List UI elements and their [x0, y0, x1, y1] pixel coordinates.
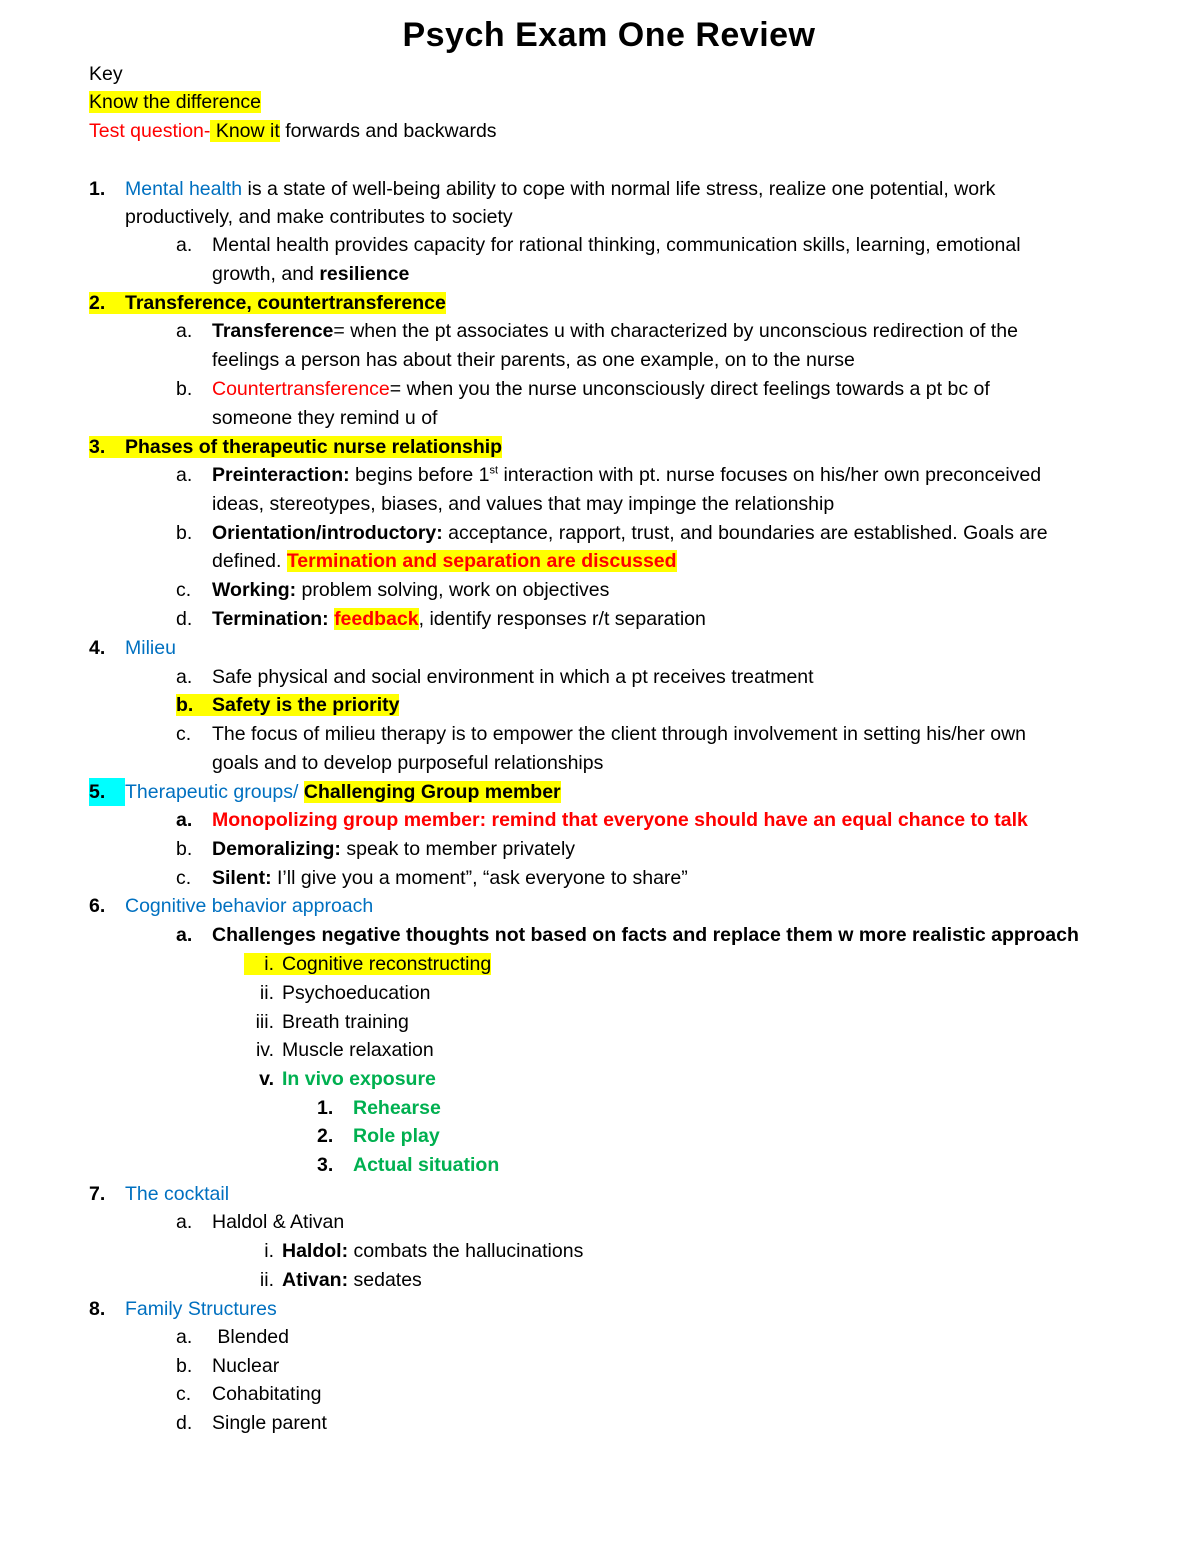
page-title: Psych Exam One Review [402, 16, 816, 54]
list-item [176, 1323, 289, 1351]
section-6-v2-line [317, 1122, 440, 1150]
roman-numeral: v. [259, 1068, 274, 1090]
section-3a-text-a: begins before 1 [349, 464, 490, 486]
key-test-suffix: forwards and backwards [279, 120, 497, 142]
term-demoralizing: Demoralizing: [212, 838, 341, 860]
section-5a-text: Monopolizing group member: remind that everyone should have an equal chance to talk [212, 809, 1028, 831]
list-letter: b. [176, 522, 193, 544]
section-1-line-1 [89, 175, 995, 203]
section-2b-text: = when you the nurse unconsciously direct feelings towards a pt bc of [389, 378, 990, 400]
safety-priority-highlight [176, 694, 399, 716]
term-orientation: Orientation/introductory: [212, 522, 443, 544]
term-countertransference: Countertransference [212, 378, 390, 400]
list-letter: a. [176, 809, 193, 831]
section-4a-line [176, 663, 814, 691]
list-letter: b. [176, 1355, 193, 1377]
list-letter: c. [176, 579, 192, 601]
cognitive-reconstructing-highlight [244, 953, 491, 975]
list-letter: d. [176, 1412, 193, 1434]
section-3-title: Phases of therapeutic nurse relationship [125, 436, 503, 458]
section-2a-text: = when the pt associates u with characterized by unconscious redirection of the [333, 320, 1018, 342]
roman-numeral: ii. [259, 982, 274, 1004]
section-1-line-2: productively, and make contributes to society [125, 206, 513, 228]
term-haldol: Haldol: [282, 1240, 349, 1262]
section-4c-line-2: goals and to develop purposeful relationships [212, 752, 604, 774]
term-resilience: resilience [319, 263, 410, 285]
list-letter: b. [176, 378, 193, 400]
section-6-v1-text: Rehearse [353, 1097, 441, 1119]
section-7-heading [89, 1180, 229, 1208]
family-structure-text: Blended [212, 1326, 289, 1348]
term-ativan: Ativan: [282, 1269, 349, 1291]
section-1a-line-1 [176, 231, 1021, 259]
section-5b-text: speak to member privately [340, 838, 576, 860]
list-letter: a. [176, 1326, 193, 1348]
term-preinteraction: Preinteraction: [212, 464, 350, 486]
section-6-heading [89, 892, 373, 920]
family-structure-text: Nuclear [212, 1355, 280, 1377]
roman-numeral: iii. [255, 1011, 274, 1033]
section-3-heading [89, 433, 502, 461]
section-2a-line-1 [176, 317, 1018, 345]
list-number: 2. [89, 292, 106, 314]
feedback-highlight: feedback [334, 608, 419, 630]
list-letter: b. [176, 838, 193, 860]
list-letter: a. [176, 234, 193, 256]
list-item [176, 1380, 322, 1408]
section-7-ii-text: sedates [348, 1269, 422, 1291]
section-8-heading [89, 1295, 277, 1323]
section-7-i-line [244, 1237, 583, 1265]
section-3d-line [176, 605, 706, 633]
termination-discussed-highlight: Termination and separation are discussed [286, 550, 677, 572]
list-number: 3. [89, 436, 106, 458]
list-number: 4. [89, 637, 106, 659]
term-working: Working: [212, 579, 297, 601]
key-difference-text: Know the difference [89, 91, 262, 113]
term-termination: Termination: [212, 608, 329, 630]
section-6-v1-line [317, 1094, 441, 1122]
term-mental-health: Mental health [125, 178, 243, 200]
list-letter: b. [176, 694, 194, 716]
section-2a-line-2: feelings a person has about their parents, as one example, on to the nurse [212, 349, 855, 371]
section-7-title: The cocktail [125, 1183, 230, 1205]
section-5a-line [176, 806, 1028, 834]
challenging-member-highlight: Challenging Group member [303, 781, 561, 803]
family-structure-text: Single parent [212, 1412, 327, 1434]
list-number: 3. [317, 1154, 334, 1176]
list-letter: a. [176, 924, 193, 946]
section-4-title: Milieu [125, 637, 176, 659]
section-6-v-line [244, 1065, 436, 1093]
section-2-heading-highlight [89, 292, 446, 314]
section-7a-line [176, 1208, 344, 1236]
roman-numeral: i. [264, 1240, 274, 1262]
section-4a-text: Safe physical and social environment in which a pt receives treatment [212, 666, 814, 688]
section-6-iv-line [244, 1036, 434, 1064]
list-number: 6. [89, 895, 106, 917]
section-3a-text-b: interaction with pt. nurse focuses on his/her own preconceived [498, 464, 1042, 486]
section-6-iii-text: Breath training [282, 1011, 409, 1033]
family-structure-text: Cohabitating [212, 1383, 322, 1405]
list-letter: c. [176, 1383, 192, 1405]
section-6-v2-text: Role play [353, 1125, 440, 1147]
list-letter: a. [176, 666, 193, 688]
section-6-i-text: Cognitive reconstructing [282, 953, 492, 975]
list-number: 1. [89, 178, 106, 200]
section-6a-text: Challenges negative thoughts not based on facts and replace them w more realistic approach [212, 924, 1079, 946]
list-number: 7. [89, 1183, 106, 1205]
section-3b-line-1 [176, 519, 1048, 547]
section-4b-text: Safety is the priority [212, 694, 400, 716]
key-line-difference [89, 88, 261, 116]
section-2-title: Transference, countertransference [125, 292, 446, 314]
list-letter: a. [176, 1211, 193, 1233]
list-item [176, 1409, 327, 1437]
section-6-title: Cognitive behavior approach [125, 895, 374, 917]
section-5-title: Therapeutic groups/ [125, 781, 299, 803]
section-3a-line-2: ideas, stereotypes, biases, and values that may impinge the relationship [212, 493, 835, 515]
list-letter: d. [176, 608, 193, 630]
section-7-i-text: combats the hallucinations [348, 1240, 584, 1262]
list-number: 1. [317, 1097, 334, 1119]
roman-numeral: iv. [255, 1039, 274, 1061]
list-item [176, 1352, 279, 1380]
section-6-ii-line [244, 979, 431, 1007]
section-1a-text: Mental health provides capacity for rational thinking, communication skills, learning, emotional [212, 234, 1021, 256]
section-7a-text: Haldol & Ativan [212, 1211, 345, 1233]
section-3a-line-1 [176, 461, 1041, 489]
section-1a-line-2 [212, 260, 409, 288]
section-3d-text: , identify responses r/t separation [418, 608, 706, 630]
list-letter: a. [176, 464, 193, 486]
section-4-heading [89, 634, 176, 662]
term-silent: Silent: [212, 867, 272, 889]
section-6-v3-line [317, 1151, 499, 1179]
section-2b-line-2: someone they remind u of [212, 407, 438, 429]
list-number: 8. [89, 1298, 106, 1320]
section-2b-line-1 [176, 375, 990, 403]
section-6-i-line [244, 950, 491, 978]
section-6-iii-line [244, 1008, 409, 1036]
list-letter: c. [176, 867, 192, 889]
section-6-v-text: In vivo exposure [282, 1068, 436, 1090]
section-6-iv-text: Muscle relaxation [282, 1039, 434, 1061]
section-3b-line-2 [212, 547, 677, 575]
section-5c-text: I’ll give you a moment”, “ask everyone to share” [271, 867, 688, 889]
key-label: Key [89, 63, 123, 85]
section-5b-line [176, 835, 575, 863]
section-5-heading [89, 778, 561, 806]
section-6a-line [176, 921, 1079, 949]
list-letter: a. [176, 320, 193, 342]
section-8-title: Family Structures [125, 1298, 277, 1320]
section-3-heading-highlight [89, 436, 502, 458]
section-3b-text-2: defined. [212, 550, 287, 572]
section-6-ii-text: Psychoeducation [282, 982, 431, 1004]
section-1a-text-2: growth, and [212, 263, 320, 285]
section-5c-line [176, 864, 688, 892]
section-5-number-highlight: 5. [89, 778, 125, 806]
key-test-prefix: Test question- [89, 120, 211, 142]
section-3b-text: acceptance, rapport, trust, and boundaries are established. Goals are [442, 522, 1048, 544]
key-line-test [89, 117, 497, 145]
section-3c-line [176, 576, 609, 604]
section-6-v3-text: Actual situation [353, 1154, 500, 1176]
section-4c-text: The focus of milieu therapy is to empower the client through involvement in setting his/her own [212, 723, 1027, 745]
key-test-highlight: Know it [210, 120, 280, 142]
section-3c-text: problem solving, work on objectives [296, 579, 610, 601]
section-4c-line-1 [176, 720, 1026, 748]
section-7-ii-line [244, 1266, 422, 1294]
roman-numeral: i. [264, 953, 274, 975]
section-1-text: is a state of well-being ability to cope with normal life stress, realize one potential, work [242, 178, 996, 200]
section-2-heading [89, 289, 446, 317]
superscript-st: st [489, 464, 499, 477]
list-letter: c. [176, 723, 192, 745]
list-number: 2. [317, 1125, 334, 1147]
roman-numeral: ii. [259, 1269, 274, 1291]
section-4b-line [176, 691, 399, 719]
term-transference: Transference [212, 320, 334, 342]
